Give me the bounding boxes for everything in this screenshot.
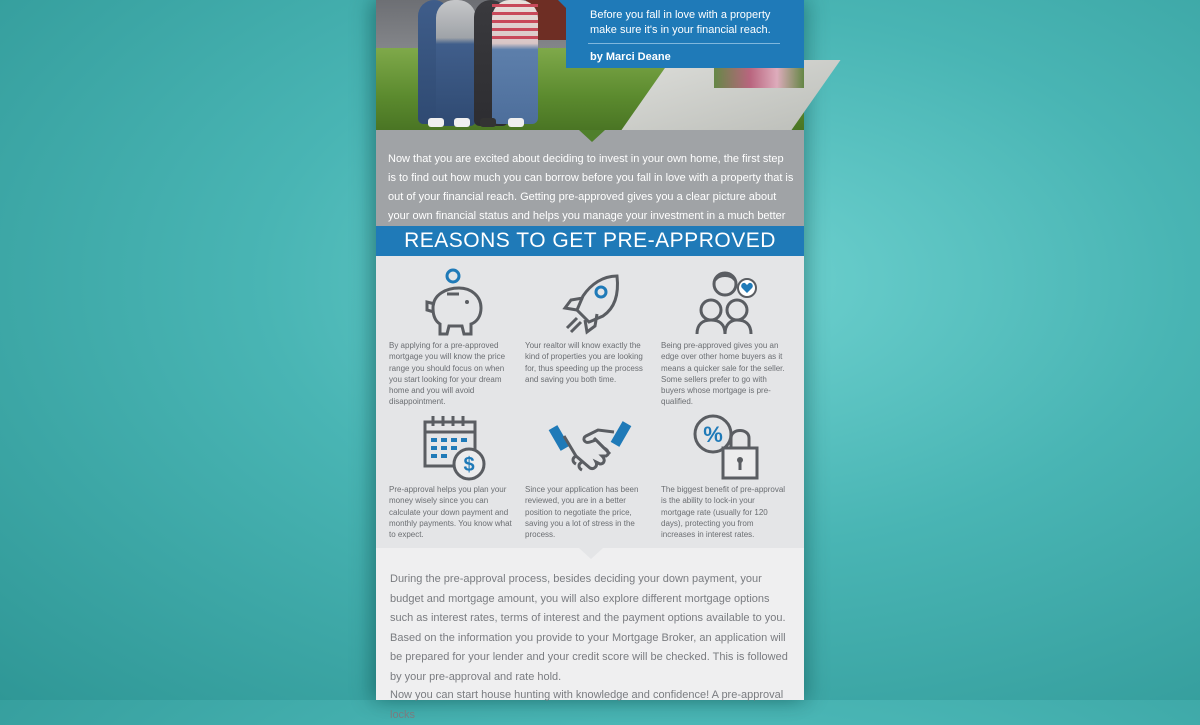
reasons-grid (376, 256, 804, 548)
section-heading: REASONS TO GET PRE-APPROVED (404, 229, 776, 252)
body-paragraph: During the pre-approval process, besides deciding your down payment, your budget and mortgage amount, you will also explore different mortgage options such as interest rates, terms of interest and the payment options available to you. Based on the information you provide to your Mortgage Broker, an application will be prepared for your lender and your credit score will be checked. This is followed by your pre-approval and rate hold. (390, 573, 788, 683)
hero-photo (376, 0, 804, 130)
reason-text: The biggest benefit of pre-approval is the ability to lock-in your mortgage rate (usually for 120 days), protecting you from increases in interest rates. (661, 485, 786, 540)
reason-text: Pre-approval helps you plan your money wisely since you can calculate your down payment and monthly payments. You know what to expect. (389, 485, 512, 540)
rocket-icon (555, 268, 627, 340)
divider (588, 43, 780, 44)
people-heart-icon (689, 268, 761, 340)
reason-text: Being pre-approved gives you an edge over other home buyers as it means a quicker sale for the seller. Some sellers prefer to go with buyers whose mortgage is pre-qualified. (661, 341, 785, 407)
title-callout (566, 0, 804, 68)
reason-text: Since your application has been reviewed, you are in a better position to negotiate the price, saving you a lot of stress in the process. (525, 485, 639, 540)
svg-text:$: $ (463, 454, 475, 476)
subtitle-line-1: Before you fall in love with a property (590, 9, 771, 21)
shoe (508, 118, 524, 127)
section-pointer (579, 548, 603, 559)
subtitle-line-2: make sure it's in your financial reach. (590, 24, 771, 36)
flower-bed (714, 66, 804, 88)
flyer-page (376, 0, 804, 721)
shoe (428, 118, 444, 127)
body-section (376, 548, 804, 721)
handshake-icon (545, 412, 635, 484)
svg-text:%: % (703, 422, 723, 447)
shoe (454, 118, 470, 127)
piggy-bank-icon (419, 268, 491, 340)
percent-lock-icon (687, 412, 767, 484)
intro-paragraph: Now that you are excited about deciding to invest in your own home, the first step is to find out how much you can borrow before you fall in love with a property that is out of your financial reach. Getting pre-approved gives you a clear picture about your own financial status and helps you manage your investment in a much better (388, 153, 794, 222)
intro-section (376, 130, 804, 226)
reason-text: By applying for a pre-approved mortgage you will know the price range you should focus on when you start looking for your dream home and you will avoid disappointment. (389, 341, 506, 407)
shoe (480, 118, 496, 127)
family-member (492, 0, 538, 124)
reason-text: Your realtor will know exactly the kind of properties you are looking for, thus speeding up the process and saving you both time. (525, 341, 643, 384)
family-member (436, 0, 476, 126)
body-paragraph: Now you can start house hunting with knowledge and confidence! A pre-approval locks (390, 689, 784, 721)
calendar-dollar-icon (419, 412, 491, 484)
section-notch (579, 130, 605, 142)
reasons-banner (376, 226, 804, 256)
author-byline: by Marci Deane (590, 51, 671, 63)
